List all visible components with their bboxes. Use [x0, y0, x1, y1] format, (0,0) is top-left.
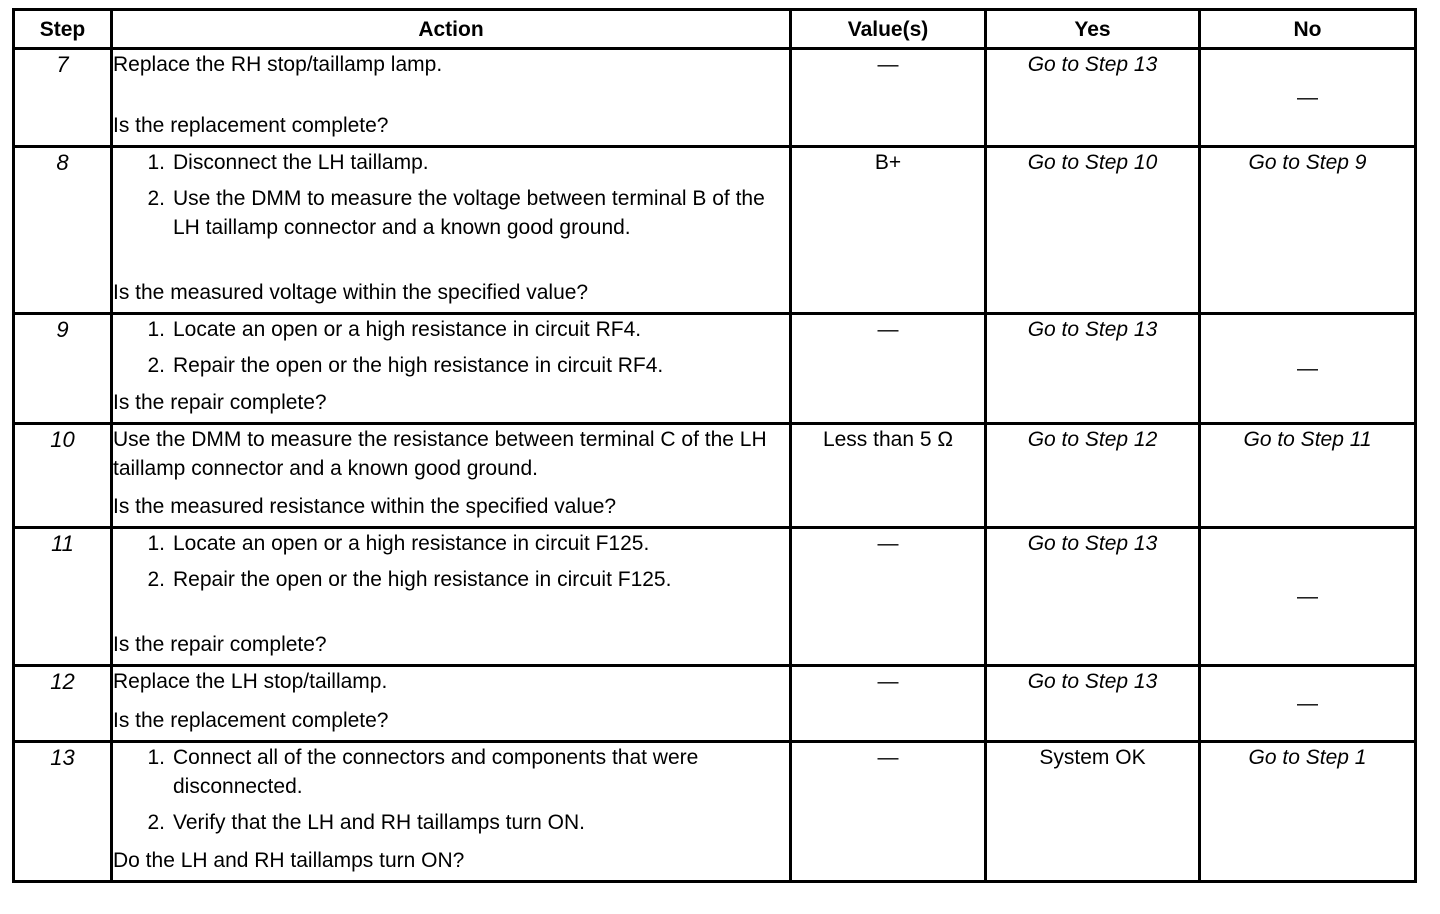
table-row [14, 424, 1416, 528]
yes-cell: Go to Step 10 [986, 147, 1200, 314]
diagnostic-table [12, 8, 1417, 883]
value-cell: — [791, 314, 986, 424]
yes-cell: System OK [986, 742, 1200, 882]
action-cell [112, 424, 791, 528]
list-item-text: Repair the open or the high resistance in circuit F125. [173, 568, 672, 591]
list-item-text: Connect all of the connectors and components that were disconnected. [173, 746, 699, 798]
action-question: Is the repair complete? [113, 391, 327, 414]
list-item [113, 743, 789, 801]
list-item-text: Repair the open or the high resistance in circuit RF4. [173, 354, 664, 377]
action-question: Is the replacement complete? [113, 114, 389, 137]
list-item-text: Disconnect the LH taillamp. [173, 151, 429, 174]
list-item [113, 529, 789, 558]
action-cell [112, 147, 791, 314]
no-cell: Go to Step 1 [1200, 742, 1416, 882]
list-item [113, 184, 789, 242]
step-number: 8 [14, 147, 112, 314]
step-number: 7 [14, 49, 112, 147]
yes-cell: Go to Step 13 [986, 49, 1200, 147]
list-item-number: 2. [147, 354, 165, 377]
action-steps-list [113, 315, 789, 380]
no-cell: — [1200, 314, 1416, 424]
action-steps-list [113, 743, 789, 837]
action-question: Is the repair complete? [113, 633, 327, 656]
list-item-text: Verify that the LH and RH taillamps turn ON. [173, 811, 586, 834]
header-values: Value(s) [791, 10, 986, 49]
no-cell: — [1200, 666, 1416, 742]
table-row [14, 528, 1416, 666]
value-cell: Less than 5 Ω [791, 424, 986, 528]
action-cell [112, 666, 791, 742]
table-row [14, 147, 1416, 314]
step-number: 9 [14, 314, 112, 424]
list-item [113, 148, 789, 177]
action-steps-list [113, 529, 789, 594]
no-cell: Go to Step 9 [1200, 147, 1416, 314]
list-item [113, 315, 789, 344]
no-cell: — [1200, 49, 1416, 147]
yes-cell: Go to Step 13 [986, 666, 1200, 742]
list-item-text: Locate an open or a high resistance in circuit F125. [173, 532, 650, 555]
list-item-number: 1. [147, 151, 165, 174]
header-step: Step [14, 10, 112, 49]
list-item-number: 2. [147, 811, 165, 834]
value-cell: B+ [791, 147, 986, 314]
header-yes: Yes [986, 10, 1200, 49]
step-number: 12 [14, 666, 112, 742]
value-cell: — [791, 49, 986, 147]
list-item [113, 565, 789, 594]
no-cell: Go to Step 11 [1200, 424, 1416, 528]
yes-cell: Go to Step 13 [986, 528, 1200, 666]
action-cell [112, 314, 791, 424]
action-instruction: Replace the RH stop/taillamp lamp. [113, 53, 443, 76]
list-item-number: 2. [147, 187, 165, 210]
list-item-number: 1. [147, 746, 165, 769]
value-cell: — [791, 528, 986, 666]
action-question: Is the measured voltage within the specified value? [113, 281, 589, 304]
table-body [14, 49, 1416, 882]
action-steps-list [113, 148, 789, 242]
action-question: Is the replacement complete? [113, 709, 389, 732]
step-number: 11 [14, 528, 112, 666]
table-row [14, 49, 1416, 147]
no-cell: — [1200, 528, 1416, 666]
list-item-number: 2. [147, 568, 165, 591]
action-instruction: Replace the LH stop/taillamp. [113, 670, 388, 693]
table-row [14, 666, 1416, 742]
list-item [113, 351, 789, 380]
table-row [14, 314, 1416, 424]
step-number: 13 [14, 742, 112, 882]
action-question: Do the LH and RH taillamps turn ON? [113, 849, 465, 872]
header-row [14, 10, 1416, 49]
yes-cell: Go to Step 12 [986, 424, 1200, 528]
list-item-number: 1. [147, 532, 165, 555]
list-item-text: Locate an open or a high resistance in circuit RF4. [173, 318, 642, 341]
list-item-number: 1. [147, 318, 165, 341]
header-no: No [1200, 10, 1416, 49]
value-cell: — [791, 742, 986, 882]
action-question: Is the measured resistance within the specified value? [113, 495, 617, 518]
action-instruction: Use the DMM to measure the resistance between terminal C of the LH taillamp connector and a known good ground. [113, 428, 767, 480]
table-row [14, 742, 1416, 882]
list-item [113, 808, 789, 837]
list-item-text: Use the DMM to measure the voltage between terminal B of the LH taillamp connector and a known good ground. [173, 187, 765, 239]
action-cell [112, 742, 791, 882]
action-cell [112, 528, 791, 666]
action-cell [112, 49, 791, 147]
value-cell: — [791, 666, 986, 742]
step-number: 10 [14, 424, 112, 528]
yes-cell: Go to Step 13 [986, 314, 1200, 424]
header-action: Action [112, 10, 791, 49]
